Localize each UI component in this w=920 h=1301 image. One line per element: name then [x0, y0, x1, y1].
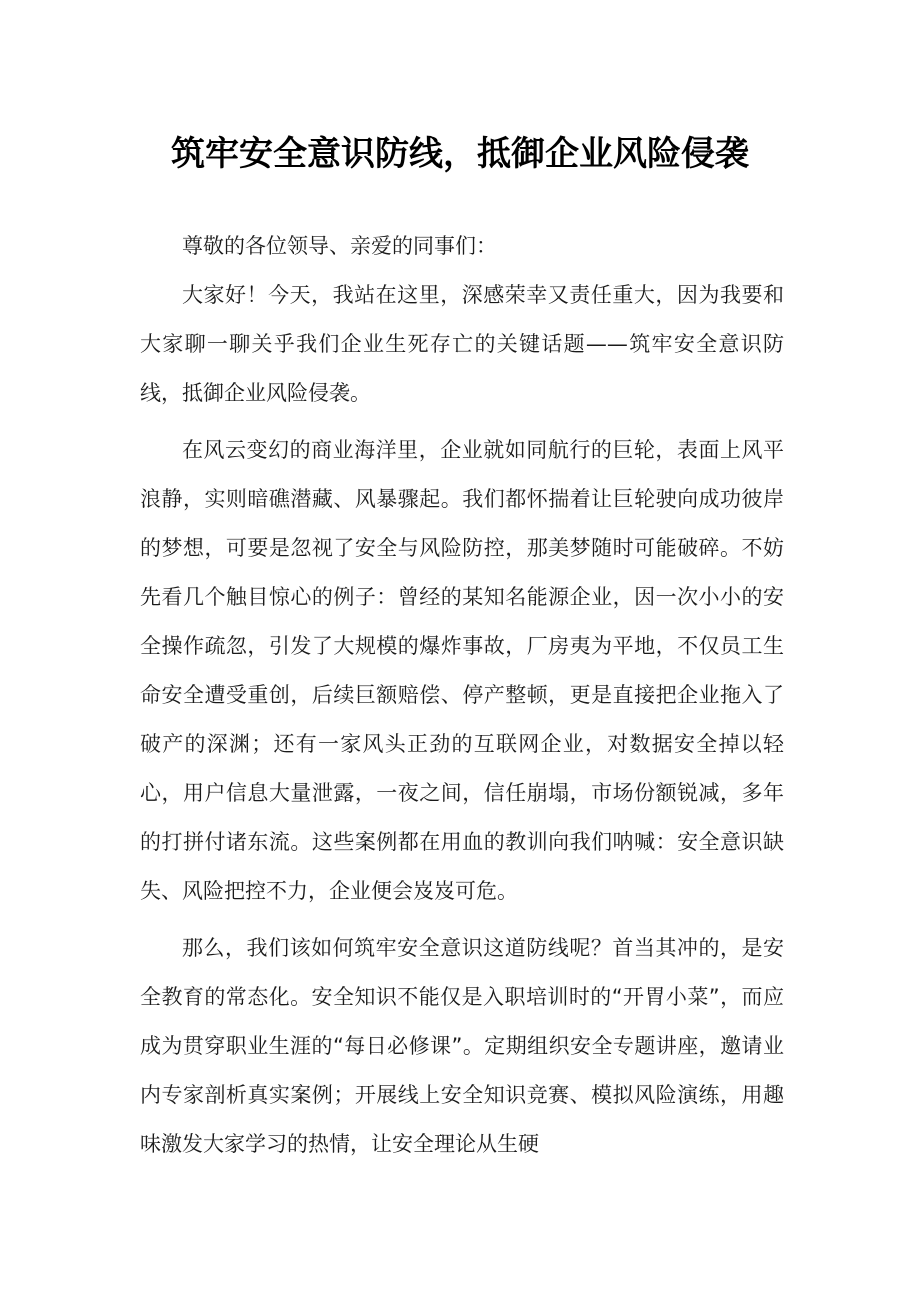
education-paragraph: 那么，我们该如何筑牢安全意识这道防线呢？首当其冲的，是安全教育的常态化。安全知识不能仅是入职培训时的“开胃小菜”，而应成为贯穿职业生涯的“每日必修课”。定期组织安全专题讲座，邀请业内专家剖析真实案例；开展线上安全知识竞赛、模拟风险演练，用趣味激发大家学习的热情，让安全理论从生硬: [140, 936, 784, 1156]
document-title: 筑牢安全意识防线，抵御企业风险侵袭: [171, 134, 749, 174]
greeting-paragraph: 尊敬的各位领导、亲爱的同事们：: [182, 234, 497, 258]
case-paragraph: 在风云变幻的商业海洋里，企业就如同航行的巨轮，表面上风平浪静，实则暗礁潜藏、风暴骤起。我们都怀揣着让巨轮驶向成功彼岸的梦想，可要是忽视了安全与风险防控，那美梦随时可能破碎。不妨先看几个触目惊心的例子：曾经的某知名能源企业，因一次小小的安全操作疏忽，引发了大规模的爆炸事故，厂房夷为平地，不仅员工生命安全遭受重创，后续巨额赔偿、停产整顿，更是直接把企业拖入了破产的深渊；还有一家风头正劲的互联网企业，对数据安全掉以轻心，用户信息大量泄露，一夜之间，信任崩塌，市场份额锐减，多年的打拼付诸东流。这些案例都在用血的教训向我们呐喊：安全意识缺失、风险把控不力，企业便会岌岌可危。: [140, 438, 784, 903]
document-body: [140, 222, 784, 1169]
opening-paragraph: 大家好！今天，我站在这里，深感荣幸又责任重大，因为我要和大家聊一聊关乎我们企业生死存亡的关键话题——筑牢安全意识防线，抵御企业风险侵袭。: [140, 283, 784, 405]
